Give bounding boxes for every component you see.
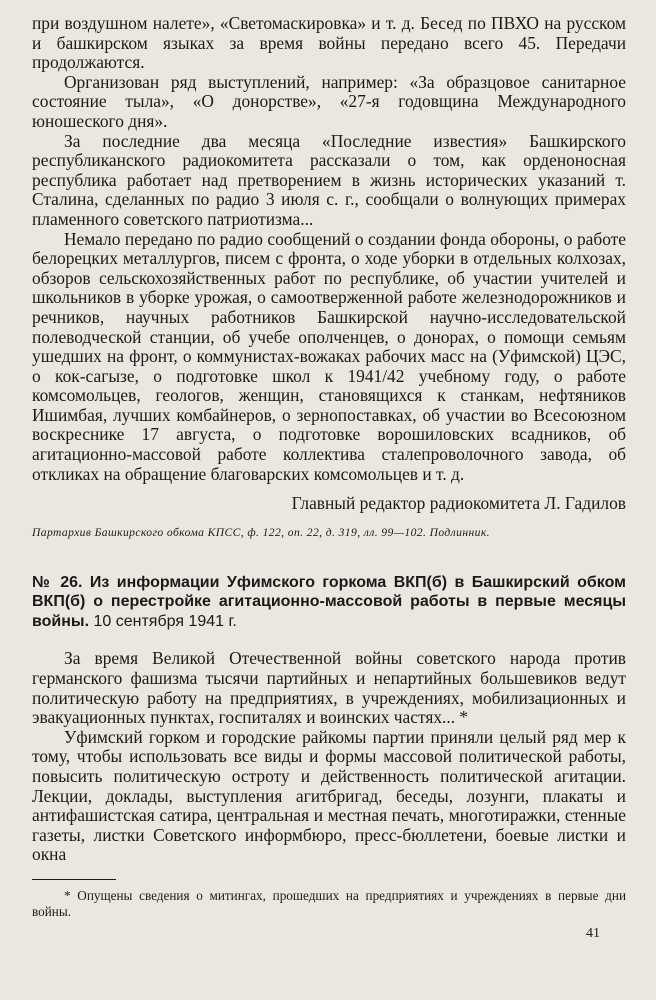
paragraph: Немало передано по радио сообщений о создании фонда обороны, о работе белорецких металлургов, писем с фронта, о ходе уборки в отдельных колхозах, обзоров сельскохозяйственных работ по республике, об участии учителей и школьников в уборке урожая, о самоотверженной работе железнодорожников и речников, научных работников Башкирской научно-исследовательской полеводческой станции, об учебе ополченцев, о донорах, о помощи семьям ушедших на фронт, о коммунистах-вожаках рабочих масс на (Уфимской) ЦЭС, о кок-сагызе, о подготовке школ к 1941/42 учебному году, о работе комсомольцев, геологов, женщин, становящихся к станкам, нефтяников Ишимбая, лучших комбайнеров, о зернопоставках, об участии во Всесоюзном воскреснике 17 августа, о подготовке ворошиловских всадников, об агитационно-массовой работе коллектива сталепроволочного завода, об откликах на обращение благоварских комсомольцев и т. д. (32, 228, 626, 484)
paragraph: Организован ряд выступлений, например: «За образцовое санитарное состояние тыла», «О донорстве», «27-я годовщина Международного юношеского дня». (32, 71, 626, 131)
paragraph: За последние два месяца «Последние известия» Башкирского республиканского радиокомитета рассказали о том, как орденоносная республика работает над претворением в жизнь исторических указаний т. Сталина, сделанных по радио 3 июля с. г., сообщали о волнующих примерах пламенного советского патриотизма... (32, 130, 626, 229)
paragraph: За время Великой Отечественной войны советского народа против германского фашизма тысячи партийных и непартийных большевиков ведут политическую работу на предприятиях, в учреждениях, мобилизационных и эвакуационных пунктах, госпиталях и воинских частях... * (32, 648, 626, 728)
body-section (32, 649, 626, 865)
page-number: 41 (586, 926, 600, 941)
heading-date: 10 сентября 1941 г. (93, 612, 237, 630)
top-section (32, 14, 626, 484)
archive-source: Партархив Башкирского обкома КПСС, ф. 122, оп. 22, д. 319, лл. 99—102. Подлинник. (32, 525, 490, 539)
paragraph: при воздушном налете», «Светомаскировка» и т. д. Бесед по ПВХО на русском и башкирском языках за время войны передано всего 45. Передачи продолжаются. (32, 13, 626, 73)
footnote-divider (32, 879, 116, 880)
signature: Главный редактор радиокомитета Л. Гадилов (291, 493, 626, 514)
document-heading (32, 573, 626, 632)
heading-title: № 26. Из информации Уфимского горкома ВКП(б) в Башкирский обком ВКП(б) о перестройке агитационно-массовой работы в первые месяцы войны. (32, 573, 626, 630)
paragraph: Уфимский горком и городские райкомы партии приняли целый ряд мер к тому, чтобы использовать все виды и формы массовой политической работы, повысить политическую остроту и действенность политической агитации. Лекции, доклады, выступления агитбригад, беседы, лозунги, плакаты и антифашистская сатира, центральная и местная печать, многотиражки, стенные газеты, листки Советского информбюро, пресс-бюллетени, боевые листки и окна (32, 726, 626, 865)
footnote: * Опущены сведения о митингах, прошедших на предприятиях и учреждениях в первые дни войны. (32, 887, 626, 919)
